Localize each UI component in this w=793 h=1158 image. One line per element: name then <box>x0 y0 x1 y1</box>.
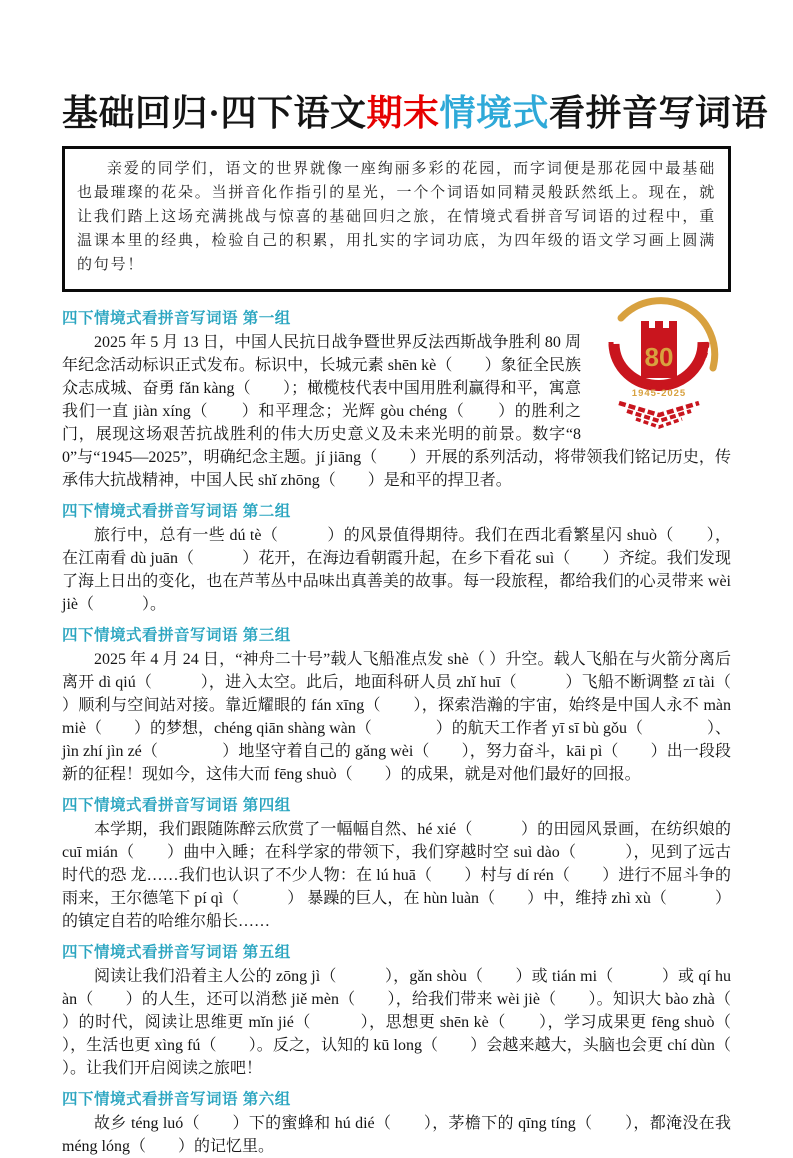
section-heading-4: 四下情境式看拼音写词语 第四组 <box>62 796 291 814</box>
section-group-3 <box>62 623 764 786</box>
logo-number: 80 <box>644 341 674 372</box>
intro-text: 亲爱的同学们，语文的世界就像一座绚丽多彩的花园，而字词便是那花园中最基础也最璀璨的花朵。当拼音化作指引的星光，一个个词语如同精灵般跃然纸上。现在，就让我们踏上这场充满挑战与惊喜的基础回归之旅，在情境式看拼音写词语的过程中，重温课本里的经典，检验自己的积累，用扎实的字词功底，为四年级的语文学习画上圆满的句号！ <box>77 160 716 273</box>
section-group-5 <box>62 940 764 1080</box>
section-body-1: 2025 年 5 月 13 日，中国人民抗日战争暨世界反法西斯战争胜利 80 周年纪念活动标识正式发布。标识中，长城元素 shēn kè（ ）象征全民族众志成城、奋勇 fǎn kàng（ ）；橄榄枝代表中国用胜利赢得和平，寓意我们一直 jiàn xíng（ ）和平理念；光辉 gòu chéng（ ）的胜利之门，展现这场艰苦抗战胜利的伟大历史意义及未来光明的前景。数字“80”与“1945—2025”，明确纪念主题。jí jiāng（ ）开展的系列活动，将带领我们铭记历史，传承伟大抗战精神，中国人民 shǐ zhōng（ ）是和平的捍卫者。 <box>62 333 731 489</box>
title-part-2: 看拼音写词语 <box>549 93 769 133</box>
title-part-red: 期末 <box>366 93 440 133</box>
section-heading-6: 四下情境式看拼音写词语 第六组 <box>62 1090 291 1108</box>
section-body-3: 2025 年 4 月 24 日，“神舟二十号”载人飞船准点发 shè（ ）升空。载人飞船在与火箭分离后离开 dì qiú（ ），进入太空。此后，地面科研人员 zhǐ huī（ ）飞船不断调整 zī tài（ ）顺利与空间站对接。靠近耀眼的 fán xīng（ ），探索浩瀚的宇宙，始终是中国人永不 màn miè（ ）的梦想，chéng qiān shàng wàn（ ）的航天工作者 yī sī bù gǒu（ ）、jìn zhí jìn zé（ ）地坚守着自己的 gǎng wèi（ ），努力奋斗，kāi pì（ ）出一段段新的征程！现如今，这伟大而 fēng shuò（ ）的成果，就是对他们最好的回报。 <box>62 650 764 783</box>
section-heading-5: 四下情境式看拼音写词语 第五组 <box>62 943 291 961</box>
title-part-cyan: 情境式 <box>439 93 550 133</box>
section-group-6 <box>62 1087 731 1158</box>
section-heading-3: 四下情境式看拼音写词语 第三组 <box>62 626 291 644</box>
section-body-5: 阅读让我们沿着主人公的 zōng jì（ ），gǎn shòu（ ）或 tián mi（ ）或 qí huàn（ ）的人生，还可以消愁 jiě mèn（ ），给我们带来 wèi jiè（ ）。知识大 bào zhà（ ）的时代，阅读让思维更 mǐn jié（ ），思想更 shēn kè（ ），学习成果更 fēng shuò（ ），生活也更 xìng fú（ ）。反之，认知的 kū long（ ）会越来越大，头脑也会更 chí dùn（ ）。让我们开启阅读之旅吧！ <box>62 967 764 1077</box>
tower-tooth-left <box>641 321 649 329</box>
section-heading-1: 四下情境式看拼音写词语 第一组 <box>62 309 291 327</box>
title-part-1: 基础回归·四下语文 <box>62 93 367 133</box>
section-heading-2: 四下情境式看拼音写词语 第二组 <box>62 502 291 520</box>
anniversary-80-logo <box>591 306 731 432</box>
section-group-2 <box>62 499 731 616</box>
section-body-4: 本学期，我们跟随陈醉云欣赏了一幅幅自然、hé xié（ ）的田园风景画，在纺织娘的 cuī mián（ ）曲中入睡；在科学家的带领下，我们穿越时空 suì dào（ ），见到了远古时代的恐 龙……我们也认识了不少人物：在 lú huā（ ）村与 dí rén（ ）进行不屈斗争的雨来，王尔德笔下 pí qì（ ） 暴躁的巨人，在 hùn luàn（ ）中，维持 zhì xù（ ） 的镇定自若的哈维尔船长…… <box>62 820 731 930</box>
laurel-chevron-3 <box>636 419 682 427</box>
section-group-1 <box>62 306 731 492</box>
anniversary-80-emblem <box>591 306 731 432</box>
page-title <box>62 93 769 134</box>
tower-tooth-mid <box>655 321 663 329</box>
logo-years: 1945-2025 <box>631 387 687 399</box>
section-body-6: 故乡 téng luó（ ）下的蜜蜂和 hú dié（ ），茅檐下的 qīng tíng（ ），都淹没在我 méng lóng（ ）的记忆里。 <box>62 1114 731 1155</box>
section-group-4 <box>62 793 731 933</box>
section-body-2: 旅行中，总有一些 dú tè（ ）的风景值得期待。我们在西北看繁星闪 shuò（ ），在江南看 dù juān（ ）花开，在海边看朝霞升起，在乡下看花 suì（ ）齐绽。我们发现了海上日出的变化，也在芦苇丛中品味出真善美的故事。每一段旅程，都给我们的心灵带来 wèi jiè（ ）。 <box>62 526 731 613</box>
intro-box <box>62 146 731 292</box>
tower-tooth-right <box>669 321 677 329</box>
